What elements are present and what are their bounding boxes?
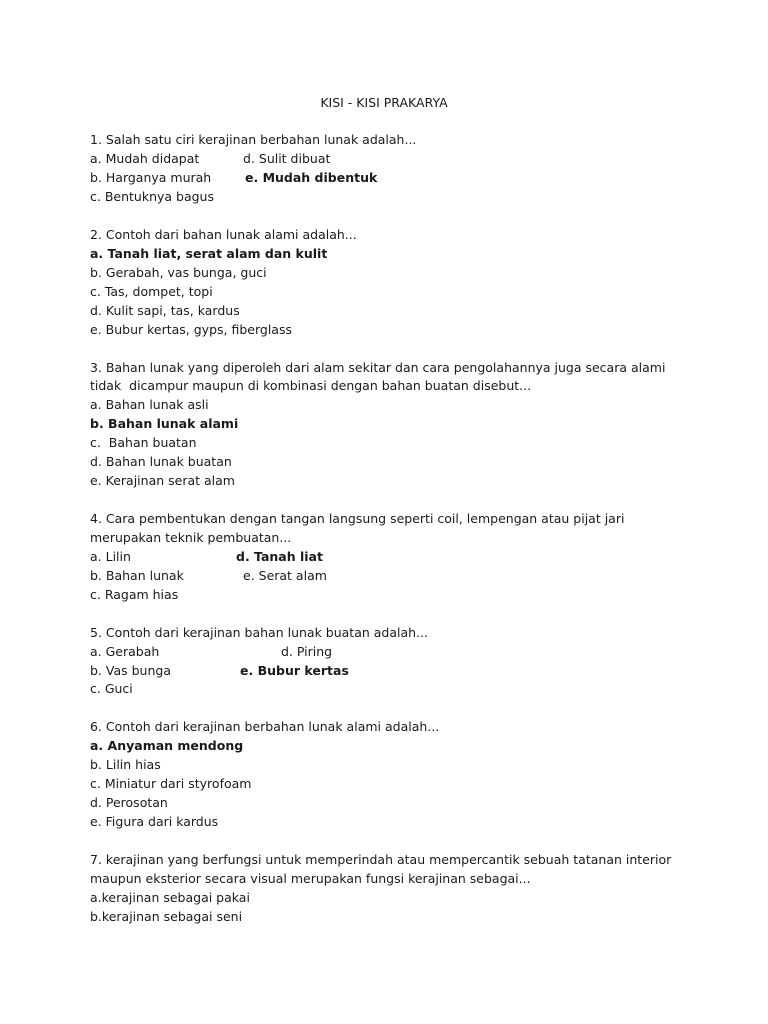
- option-3a: a. Bahan lunak asli: [90, 397, 209, 412]
- option-6d: d. Perosotan: [90, 795, 168, 810]
- option-5a: a. Gerabah: [90, 644, 160, 659]
- option-1e: e. Mudah dibentuk: [245, 170, 378, 185]
- option-6c: c. Miniatur dari styrofoam: [90, 776, 252, 791]
- option-5b: b. Vas bunga: [90, 663, 171, 678]
- question-text: 6. Contoh dari kerajinan berbahan lunak alami adalah...: [90, 719, 440, 734]
- option-1c: c. Bentuknya bagus: [90, 189, 214, 204]
- option-6b: b. Lilin hias: [90, 757, 161, 772]
- option-4d: d. Tanah liat: [236, 549, 323, 564]
- question-text: 4. Cara pembentukan dengan tangan langsung seperti coil, lempengan atau pijat jari: [90, 511, 625, 526]
- option-3b: b. Bahan lunak alami: [90, 416, 239, 431]
- option-5d: d. Piring: [281, 644, 333, 659]
- question-text: 7. kerajinan yang berfungsi untuk memperindah atau mempercantik sebuah tatanan interior: [90, 852, 672, 867]
- option-5c: c. Guci: [90, 681, 133, 696]
- option-2c: c. Tas, dompet, topi: [90, 284, 213, 299]
- question-text: merupakan teknik pembuatan...: [90, 530, 292, 545]
- option-2d: d. Kulit sapi, tas, kardus: [90, 303, 240, 318]
- question-text: 3. Bahan lunak yang diperoleh dari alam sekitar dan cara pengolahannya juga secara alami: [90, 360, 666, 375]
- option-4e: e. Serat alam: [243, 568, 327, 583]
- option-4a: a. Lilin: [90, 549, 131, 564]
- question-text: 1. Salah satu ciri kerajinan berbahan lunak adalah...: [90, 132, 417, 147]
- question-text: maupun eksterior secara visual merupakan fungsi kerajinan sebagai...: [90, 871, 531, 886]
- option-1b: b. Harganya murah: [90, 170, 212, 185]
- question-text: 5. Contoh dari kerajinan bahan lunak buatan adalah...: [90, 625, 428, 640]
- option-3d: d. Bahan lunak buatan: [90, 454, 232, 469]
- option-3e: e. Kerajinan serat alam: [90, 473, 235, 488]
- option-3c: c. Bahan buatan: [90, 435, 197, 450]
- option-5e: e. Bubur kertas: [240, 663, 349, 678]
- option-1d: d. Sulit dibuat: [243, 151, 331, 166]
- option-4c: c. Ragam hias: [90, 587, 179, 602]
- option-2a: a. Tanah liat, serat alam dan kulit: [90, 246, 328, 261]
- option-1a: a. Mudah didapat: [90, 151, 200, 166]
- option-2e: e. Bubur kertas, gyps, fiberglass: [90, 322, 292, 337]
- option-6a: a. Anyaman mendong: [90, 738, 244, 753]
- option-6e: e. Figura dari kardus: [90, 814, 219, 829]
- question-text: 2. Contoh dari bahan lunak alami adalah...: [90, 227, 357, 242]
- option-7a: a.kerajinan sebagai pakai: [90, 890, 250, 905]
- option-2b: b. Gerabah, vas bunga, guci: [90, 265, 267, 280]
- question-text: tidak dicampur maupun di kombinasi dengan bahan buatan disebut...: [90, 378, 532, 393]
- option-7b: b.kerajinan sebagai seni: [90, 909, 243, 924]
- page-title: KISI - KISI PRAKARYA: [320, 95, 448, 110]
- option-4b: b. Bahan lunak: [90, 568, 184, 583]
